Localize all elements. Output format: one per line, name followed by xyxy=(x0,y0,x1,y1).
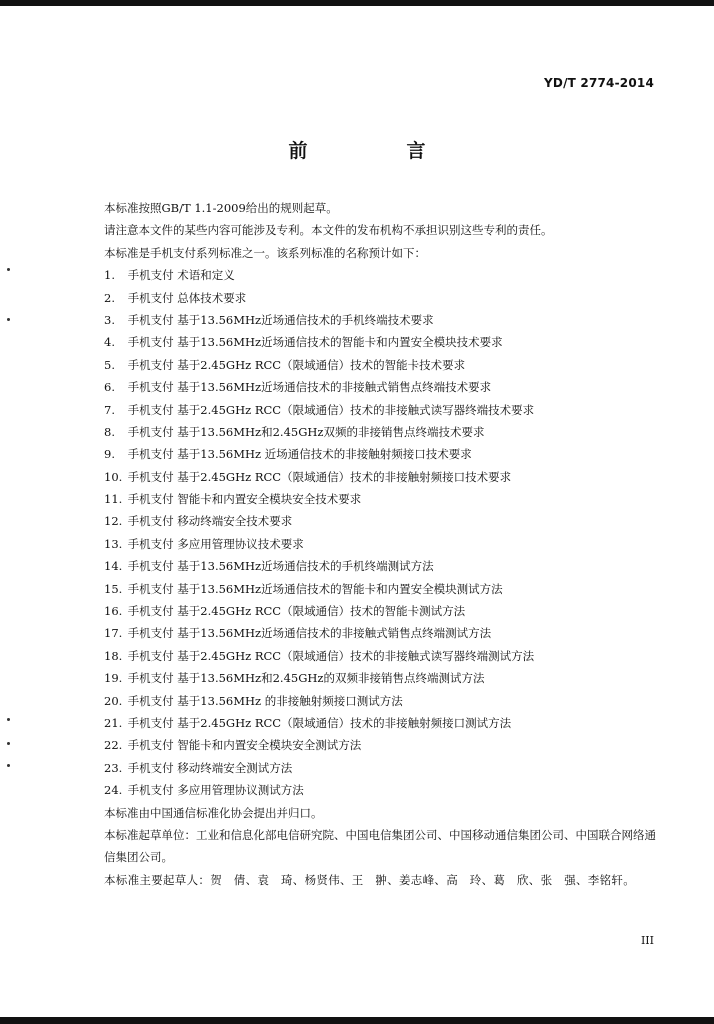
list-item-number: 6. xyxy=(104,380,115,395)
list-item-number: 7. xyxy=(104,402,115,417)
list-item xyxy=(78,712,658,734)
list-item-text: 手机支付 术语和定义 xyxy=(127,268,235,283)
list-item-number: 20. xyxy=(104,693,123,708)
list-item xyxy=(78,510,658,532)
list-item-number: 9. xyxy=(104,447,115,462)
list-item-number: 12. xyxy=(104,514,123,529)
list-item xyxy=(78,622,658,644)
list-item-number: 14. xyxy=(104,559,123,574)
list-item-number: 15. xyxy=(104,581,123,596)
list-item-number: 18. xyxy=(104,648,123,663)
list-item-number: 8. xyxy=(104,424,115,439)
list-item-text: 手机支付 基于13.56MHz近场通信技术的智能卡和内置安全模块测试方法 xyxy=(127,581,503,596)
list-item-text: 手机支付 基于13.56MHz和2.45GHz双频的非接销售点终端技术要求 xyxy=(127,424,485,439)
list-item xyxy=(78,354,658,376)
list-item-text: 手机支付 基于13.56MHz 的非接触射频接口测试方法 xyxy=(127,693,403,708)
scan-mark xyxy=(7,268,10,271)
list-item-text: 手机支付 基于2.45GHz RCC（限域通信）技术的非接触式读写器终端测试方法 xyxy=(127,648,535,663)
list-item-text: 手机支付 智能卡和内置安全模块安全技术要求 xyxy=(127,492,362,507)
scan-mark xyxy=(7,318,10,321)
list-item-text: 手机支付 基于13.56MHz近场通信技术的非接触式销售点终端技术要求 xyxy=(127,380,492,395)
list-item-number: 16. xyxy=(104,604,123,619)
foreword-body xyxy=(78,197,658,891)
list-item xyxy=(78,757,658,779)
list-item-text: 手机支付 移动终端安全测试方法 xyxy=(127,760,293,775)
list-item xyxy=(78,264,658,286)
list-item-text: 手机支付 基于2.45GHz RCC（限域通信）技术的非接触射频接口技术要求 xyxy=(127,469,512,484)
list-item-number: 5. xyxy=(104,357,115,372)
list-item xyxy=(78,287,658,309)
scan-mark xyxy=(7,742,10,745)
list-item xyxy=(78,376,658,398)
page-title: 前 言 xyxy=(288,140,466,162)
list-item xyxy=(78,331,658,353)
series-list xyxy=(78,264,658,801)
list-item-number: 21. xyxy=(104,715,123,730)
list-item-text: 手机支付 多应用管理协议技术要求 xyxy=(127,536,304,551)
list-item xyxy=(78,779,658,801)
list-item-number: 22. xyxy=(104,738,123,753)
list-item-text: 手机支付 基于13.56MHz近场通信技术的非接触式销售点终端测试方法 xyxy=(127,626,492,641)
list-item xyxy=(78,690,658,712)
list-item-number: 19. xyxy=(104,671,123,686)
list-item-text: 手机支付 基于13.56MHz近场通信技术的手机终端测试方法 xyxy=(127,559,434,574)
list-item xyxy=(78,399,658,421)
list-item xyxy=(78,667,658,689)
top-border xyxy=(0,0,714,6)
list-item-number: 4. xyxy=(104,335,115,350)
list-item-number: 23. xyxy=(104,760,123,775)
list-item-text: 手机支付 总体技术要求 xyxy=(127,290,247,305)
list-item xyxy=(78,645,658,667)
list-item xyxy=(78,443,658,465)
list-item-text: 手机支付 智能卡和内置安全模块安全测试方法 xyxy=(127,738,362,753)
list-item-text: 手机支付 基于2.45GHz RCC（限域通信）技术的非接触射频接口测试方法 xyxy=(127,715,512,730)
list-item-text: 手机支付 基于2.45GHz RCC（限域通信）技术的智能卡技术要求 xyxy=(127,357,466,372)
intro-paragraph: 请注意本文件的某些内容可能涉及专利。本文件的发布机构不承担识别这些专利的责任。 xyxy=(104,223,553,238)
list-item-number: 1. xyxy=(104,268,115,283)
list-item xyxy=(78,578,658,600)
list-item xyxy=(78,533,658,555)
list-item-text: 手机支付 移动终端安全技术要求 xyxy=(127,514,293,529)
list-item-number: 3. xyxy=(104,312,115,327)
list-item-text: 手机支付 基于13.56MHz和2.45GHz的双频非接销售点终端测试方法 xyxy=(127,671,485,686)
list-item-text: 手机支付 多应用管理协议测试方法 xyxy=(127,783,304,798)
list-item-text: 手机支付 基于2.45GHz RCC（限域通信）技术的非接触式读写器终端技术要求 xyxy=(127,402,535,417)
scan-mark xyxy=(7,718,10,721)
drafting-units-paragraph: 本标准起草单位：工业和信息化部电信研究院、中国电信集团公司、中国移动通信集团公司、中国联合网络通信集团公司。 xyxy=(104,827,656,865)
scan-mark xyxy=(7,764,10,767)
list-item-number: 17. xyxy=(104,626,123,641)
list-item xyxy=(78,734,658,756)
list-item-number: 13. xyxy=(104,536,123,551)
intro-paragraph: 本标准按照GB/T 1.1-2009给出的规则起草。 xyxy=(104,201,338,215)
list-item-text: 手机支付 基于13.56MHz近场通信技术的手机终端技术要求 xyxy=(127,312,434,327)
list-item-text: 手机支付 基于13.56MHz 近场通信技术的非接触射频接口技术要求 xyxy=(127,447,472,462)
list-item xyxy=(78,600,658,622)
list-item-text: 手机支付 基于2.45GHz RCC（限域通信）技术的智能卡测试方法 xyxy=(127,604,466,619)
page-number: III xyxy=(640,934,654,947)
list-item xyxy=(78,466,658,488)
proposer-paragraph: 本标准由中国通信标准化协会提出并归口。 xyxy=(104,805,323,820)
list-item xyxy=(78,555,658,577)
list-item-text: 手机支付 基于13.56MHz近场通信技术的智能卡和内置安全模块技术要求 xyxy=(127,335,503,350)
list-item-number: 11. xyxy=(104,492,123,507)
list-item-number: 2. xyxy=(104,290,115,305)
bottom-border xyxy=(0,1017,714,1024)
list-item xyxy=(78,488,658,510)
list-item xyxy=(78,309,658,331)
standard-code: YD/T 2774-2014 xyxy=(544,76,654,90)
intro-paragraph: 本标准是手机支付系列标准之一。该系列标准的名称预计如下： xyxy=(104,245,426,260)
list-item xyxy=(78,421,658,443)
list-item-number: 24. xyxy=(104,783,123,798)
list-item-number: 10. xyxy=(104,469,123,484)
drafters-paragraph: 本标准主要起草人：贺 倩、袁 琦、杨贤伟、王 翀、姜志峰、高 玲、葛 欣、张 强、李铭轩。 xyxy=(104,872,635,887)
